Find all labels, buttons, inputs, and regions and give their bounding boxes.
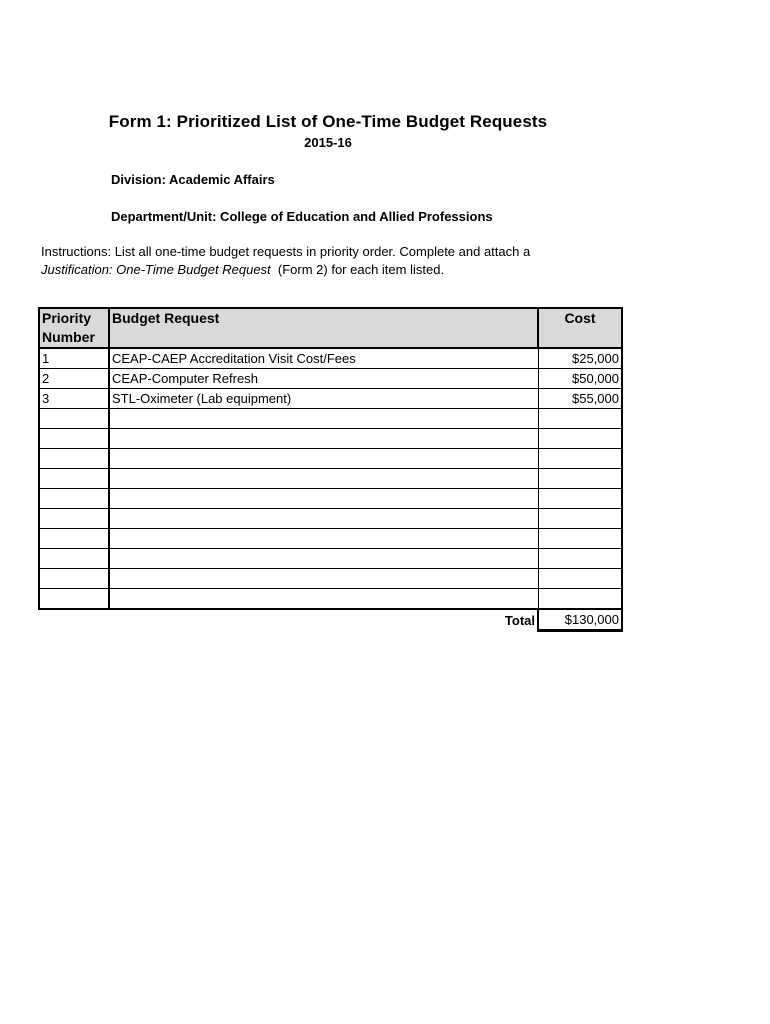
budget-request-header: Budget Request (109, 308, 538, 348)
priority-header-line-2: Number (42, 329, 95, 345)
budget-request-cell[interactable] (109, 589, 538, 610)
total-label: Total (504, 612, 535, 628)
form-title: Form 1: Prioritized List of One-Time Budget Requests (108, 112, 548, 131)
table-row (39, 549, 622, 569)
priority-cell[interactable] (39, 549, 109, 569)
budget-request-cell[interactable] (109, 489, 538, 509)
budget-request-cell[interactable] (109, 569, 538, 589)
budget-request-cell[interactable] (109, 409, 538, 429)
table-row (39, 529, 622, 549)
cost-cell[interactable] (538, 429, 622, 449)
priority-cell[interactable] (39, 509, 109, 529)
priority-cell[interactable] (39, 429, 109, 449)
instructions-line-2 (41, 262, 444, 277)
budget-request-cell[interactable] (109, 429, 538, 449)
table-row (39, 589, 622, 610)
budget-request-cell[interactable] (109, 449, 538, 469)
budget-request-cell[interactable]: CEAP-Computer Refresh (109, 369, 538, 389)
cost-cell[interactable] (538, 509, 622, 529)
cost-cell[interactable]: $55,000 (538, 389, 622, 409)
budget-request-cell[interactable]: STL-Oximeter (Lab equipment) (109, 389, 538, 409)
cost-cell[interactable] (538, 489, 622, 509)
priority-header-line-1: Priority (42, 310, 92, 326)
priority-cell[interactable]: 3 (39, 389, 109, 409)
priority-cell[interactable] (39, 489, 109, 509)
priority-cell[interactable] (39, 529, 109, 549)
table-row (39, 429, 622, 449)
total-row (39, 609, 622, 631)
priority-cell[interactable]: 2 (39, 369, 109, 389)
department-label: Department/Unit: College of Education and Allied Professions (111, 209, 493, 224)
priority-cell[interactable] (39, 449, 109, 469)
cost-cell[interactable] (538, 589, 622, 610)
division-label: Division: Academic Affairs (111, 172, 275, 187)
table-row (39, 509, 622, 529)
cost-cell[interactable] (538, 569, 622, 589)
cost-cell[interactable]: $50,000 (538, 369, 622, 389)
instructions-line-2-rest: (Form 2) for each item listed. (270, 262, 445, 277)
budget-request-cell[interactable] (109, 549, 538, 569)
cost-cell[interactable] (538, 449, 622, 469)
priority-cell[interactable] (39, 589, 109, 610)
table-row (39, 469, 622, 489)
cost-cell[interactable] (538, 409, 622, 429)
priority-number-header (39, 308, 109, 348)
budget-request-cell[interactable]: CEAP-CAEP Accreditation Visit Cost/Fees (109, 348, 538, 369)
total-spacer (39, 609, 109, 631)
table-row (39, 369, 622, 389)
fiscal-year: 2015-16 (304, 135, 352, 150)
justification-form-reference: Justification: One-Time Budget Request (41, 262, 271, 277)
budget-request-table (38, 307, 623, 632)
cost-cell[interactable] (538, 469, 622, 489)
cost-cell[interactable]: $25,000 (538, 348, 622, 369)
priority-cell[interactable]: 1 (39, 348, 109, 369)
table-row (39, 409, 622, 429)
table-header-row (39, 308, 622, 348)
table-row (39, 348, 622, 369)
priority-cell[interactable] (39, 469, 109, 489)
instructions-line-1: Instructions: List all one-time budget requests in priority order. Complete and attach a (41, 244, 531, 259)
cost-cell[interactable] (538, 529, 622, 549)
budget-request-cell[interactable] (109, 509, 538, 529)
table-row (39, 489, 622, 509)
priority-cell[interactable] (39, 409, 109, 429)
cost-header: Cost (538, 308, 622, 348)
total-value[interactable]: $130,000 (538, 609, 622, 631)
budget-request-cell[interactable] (109, 529, 538, 549)
table-row (39, 449, 622, 469)
table-row (39, 569, 622, 589)
budget-request-cell[interactable] (109, 469, 538, 489)
table-row (39, 389, 622, 409)
priority-cell[interactable] (39, 569, 109, 589)
cost-cell[interactable] (538, 549, 622, 569)
